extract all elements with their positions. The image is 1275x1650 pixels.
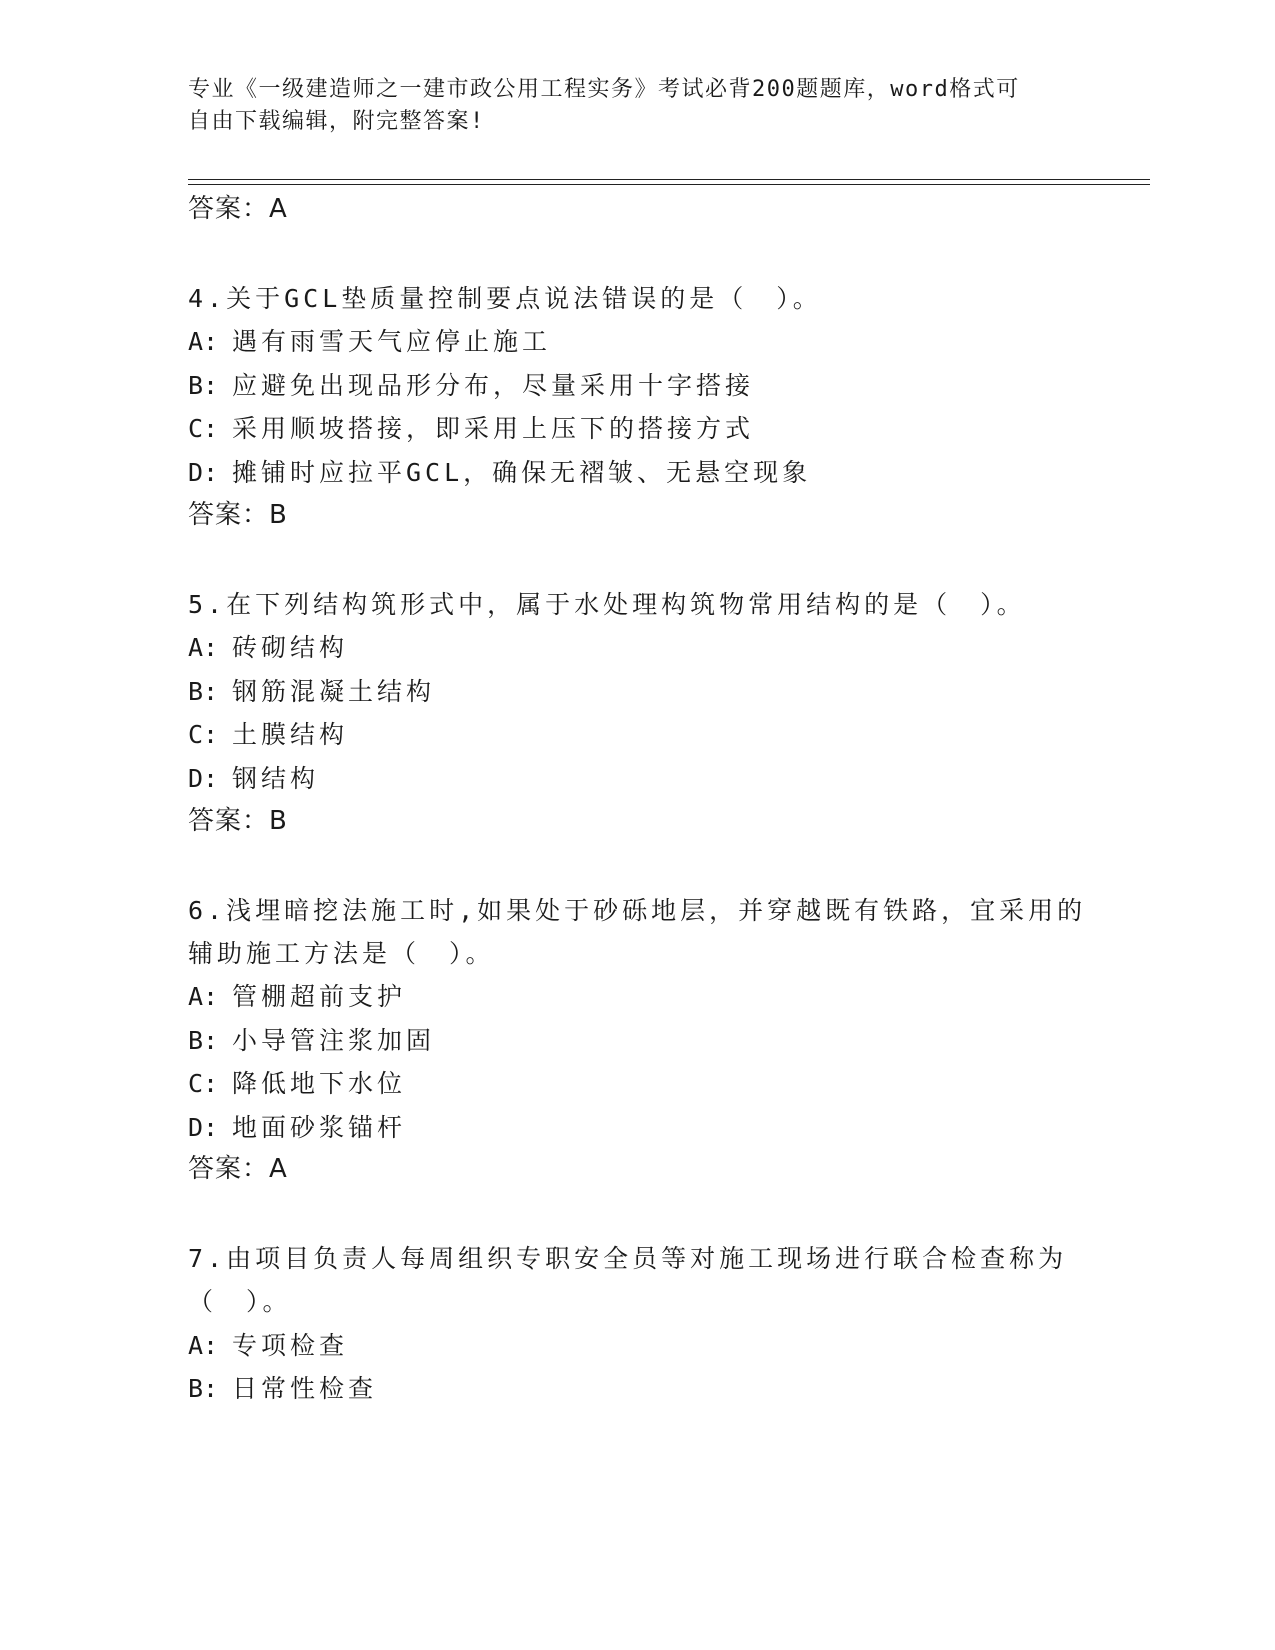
question-5-answer: 答案：B [188,806,288,836]
option-letter: D: [188,764,219,793]
option-letter: C: [188,720,219,749]
answer-prev: 答案：A [188,194,288,224]
question-6-option-c [188,1069,406,1099]
question-4-option-d [188,458,811,488]
option-letter: C: [188,414,219,443]
question-7-stem-line-1: 7.由项目负责人每周组织专职安全员等对施工现场进行联合检查称为 [188,1244,1068,1273]
option-letter: C: [188,1069,219,1098]
option-letter: B: [188,371,219,400]
option-text: 钢筋混凝土结构 [232,677,436,706]
option-text: 专项检查 [232,1331,349,1360]
document-header [188,74,1068,138]
option-text: 管棚超前支护 [232,982,407,1011]
question-6-answer: 答案：A [188,1154,288,1184]
question-4-stem-line-1: 4.关于GCL垫质量控制要点说法错误的是（ ）。 [188,284,822,313]
option-text: 地面砂浆锚杆 [232,1113,407,1142]
question-4-option-c [188,414,754,444]
option-letter: A: [188,327,219,356]
option-letter: D: [188,458,219,487]
option-text: 小导管注浆加固 [232,1026,436,1055]
option-letter: D: [188,1113,219,1142]
option-text: 遇有雨雪天气应停止施工 [232,327,552,356]
option-text: 土膜结构 [232,720,349,749]
question-6-option-b [188,1026,435,1056]
question-5-option-d [188,764,319,794]
option-text: 钢结构 [232,764,320,793]
question-4-option-a [188,327,551,357]
header-rule-bottom [188,184,1150,185]
option-text: 砖砌结构 [232,633,349,662]
option-letter: B: [188,677,219,706]
option-text: 应避免出现品形分布，尽量采用十字搭接 [232,371,755,400]
question-6-option-d [188,1113,406,1143]
option-letter: B: [188,1374,219,1403]
option-letter: B: [188,1026,219,1055]
question-6-stem-line-1: 6.浅埋暗挖法施工时,如果处于砂砾地层，并穿越既有铁路，宜采用的 [188,896,1087,925]
question-5-stem-line-1: 5.在下列结构筑形式中，属于水处理构筑物常用结构的是（ ）。 [188,590,1026,619]
question-7-option-a [188,1331,348,1361]
question-7-option-b [188,1374,377,1404]
question-4-answer: 答案：B [188,500,288,530]
option-text: 降低地下水位 [232,1069,407,1098]
question-6-stem-line-2: 辅助施工方法是（ ）。 [188,939,495,968]
question-5-option-c [188,720,348,750]
question-5-option-a [188,633,348,663]
header-rule-top [188,179,1150,180]
question-6-option-a [188,982,406,1012]
question-7-stem-line-2: （ ）。 [188,1287,292,1316]
option-text: 摊铺时应拉平GCL，确保无褶皱、无悬空现象 [232,458,812,487]
question-4-option-b [188,371,754,401]
option-text: 日常性检查 [232,1374,378,1403]
header-line-2: 自由下载编辑，附完整答案! [188,109,485,134]
option-letter: A: [188,1331,219,1360]
header-line-1: 专业《一级建造师之一建市政公用工程实务》考试必背200题题库，word格式可 [188,77,1020,102]
option-letter: A: [188,982,219,1011]
question-5-option-b [188,677,435,707]
option-text: 采用顺坡搭接，即采用上压下的搭接方式 [232,414,755,443]
option-letter: A: [188,633,219,662]
